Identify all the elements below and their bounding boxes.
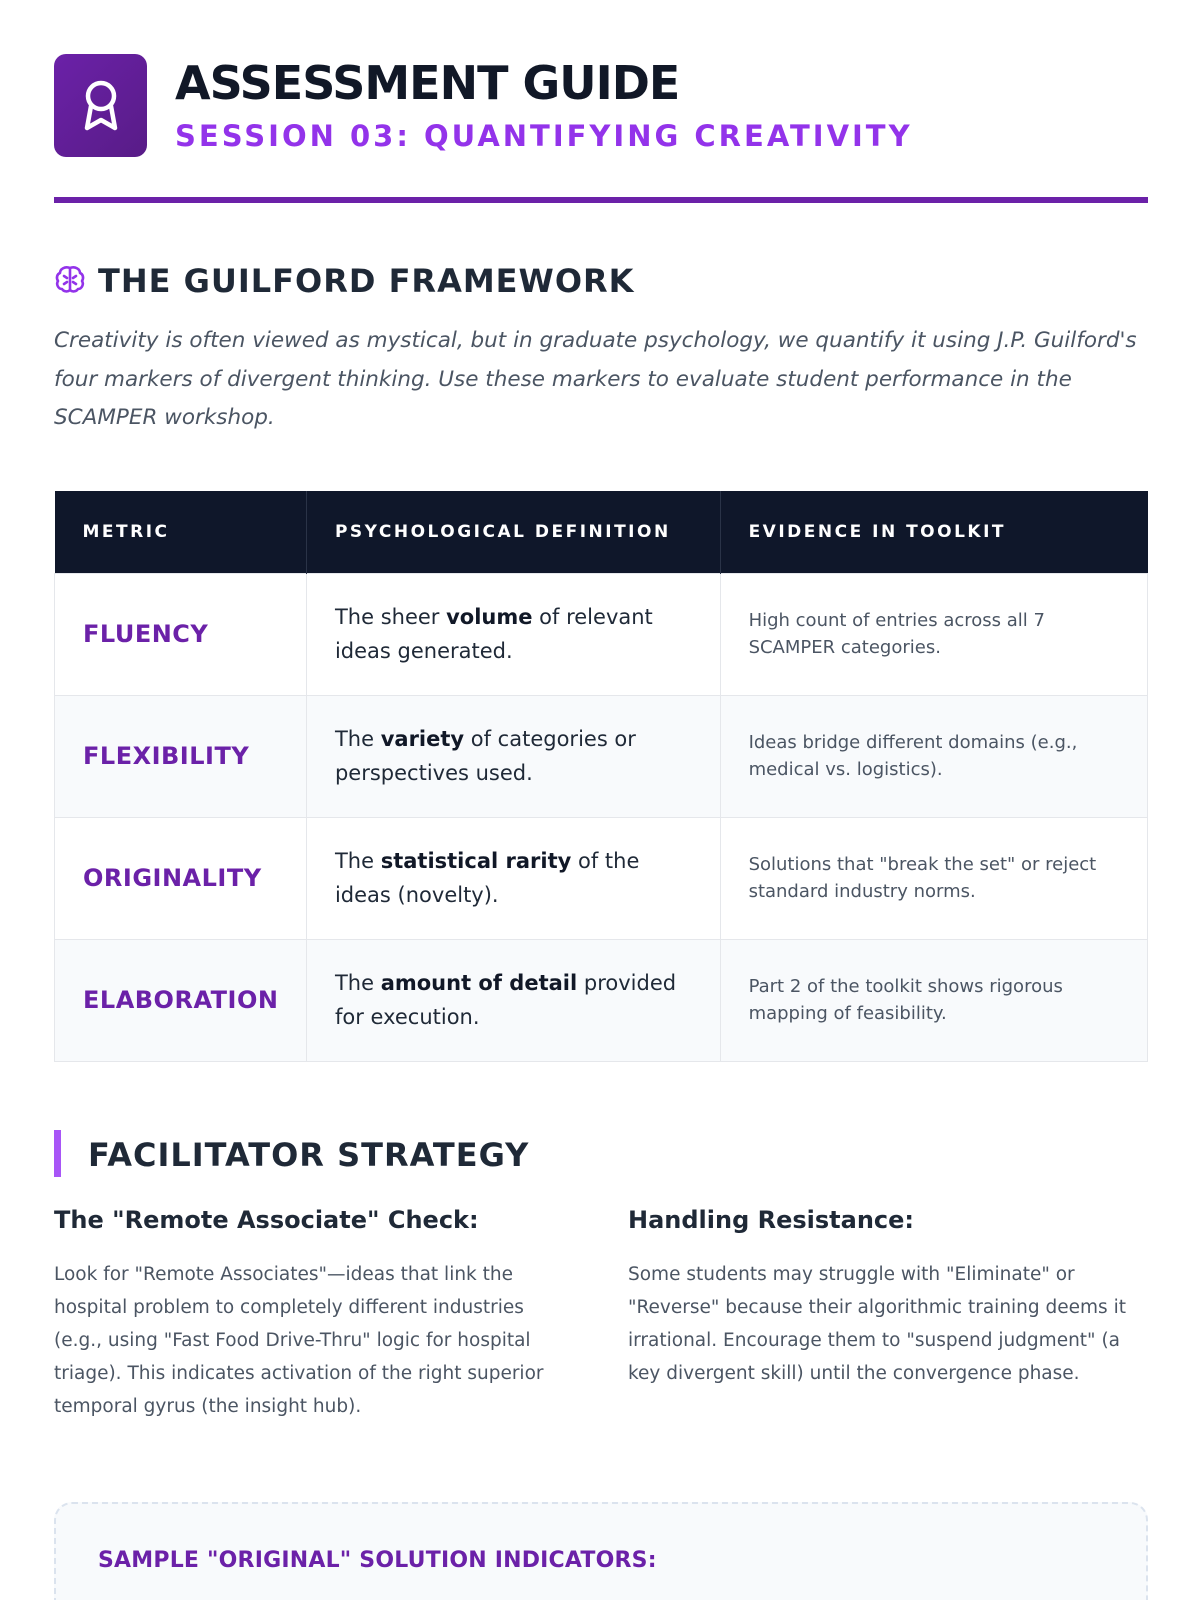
header-divider (54, 197, 1148, 203)
column-header-metric: METRIC (55, 491, 307, 573)
column-header-definition: PSYCHOLOGICAL DEFINITION (306, 491, 720, 573)
strategy-title: FACILITATOR STRATEGY (88, 1136, 530, 1174)
metric-name: ORIGINALITY (83, 864, 262, 892)
framework-heading (54, 262, 634, 300)
framework-intro: Creativity is often viewed as mystical, but in graduate psychology, we quantify it using J.P. Guilford's four markers of divergent thinking. Use these markers to evaluate student performance in the SCAMPER workshop. (54, 328, 1137, 430)
sample-indicators-box (54, 1502, 1148, 1600)
remote-associate-column (54, 1206, 566, 1423)
table-row (55, 573, 1148, 695)
sample-indicators-title: SAMPLE "ORIGINAL" SOLUTION INDICATORS: (98, 1548, 657, 1573)
remote-associate-heading: The "Remote Associate" Check: (54, 1206, 479, 1234)
handling-resistance-body: Some students may struggle with "Eliminate" or "Reverse" because their algorithmic training deems it irrational. Encourage them to "suspend judgment" (a key divergent skill) until the convergence phase. (628, 1264, 1126, 1384)
metric-definition: The amount of detail provided for execution. (334, 971, 677, 1029)
page-subtitle: SESSION 03: QUANTIFYING CREATIVITY (175, 119, 913, 153)
section-accent-bar (54, 1130, 61, 1177)
metric-name: ELABORATION (83, 986, 279, 1014)
page-title: ASSESSMENT GUIDE (175, 56, 680, 110)
guilford-metrics-table (54, 491, 1148, 1062)
brain-icon (54, 263, 86, 299)
metric-definition: The sheer volume of relevant ideas generated. (334, 605, 653, 663)
table-row (55, 939, 1148, 1061)
metric-definition: The statistical rarity of the ideas (novelty). (334, 849, 640, 907)
remote-associate-body: Look for "Remote Associates"—ideas that link the hospital problem to completely different industries (e.g., using "Fast Food Drive-Thru" logic for hospital triage). This indicates activation of the right superior temporal gyrus (the insight hub). (54, 1264, 544, 1417)
table-header-row (55, 491, 1148, 573)
header (54, 54, 913, 157)
metric-evidence: Solutions that "break the set" or reject standard industry norms. (748, 854, 1097, 902)
ribbon-award-icon (54, 54, 147, 157)
handling-resistance-column (628, 1206, 1140, 1390)
framework-title: THE GUILFORD FRAMEWORK (98, 262, 635, 300)
column-header-evidence: EVIDENCE IN TOOLKIT (720, 491, 1147, 573)
metric-definition: The variety of categories or perspectives used. (334, 727, 636, 785)
metric-evidence: Ideas bridge different domains (e.g., medical vs. logistics). (748, 732, 1078, 780)
metric-evidence: Part 2 of the toolkit shows rigorous mapping of feasibility. (748, 976, 1063, 1024)
table-row (55, 817, 1148, 939)
metric-name: FLUENCY (83, 620, 209, 648)
table-row (55, 695, 1148, 817)
metric-evidence: High count of entries across all 7 SCAMPER categories. (748, 610, 1045, 658)
metric-name: FLEXIBILITY (83, 742, 250, 770)
handling-resistance-heading: Handling Resistance: (628, 1206, 915, 1234)
